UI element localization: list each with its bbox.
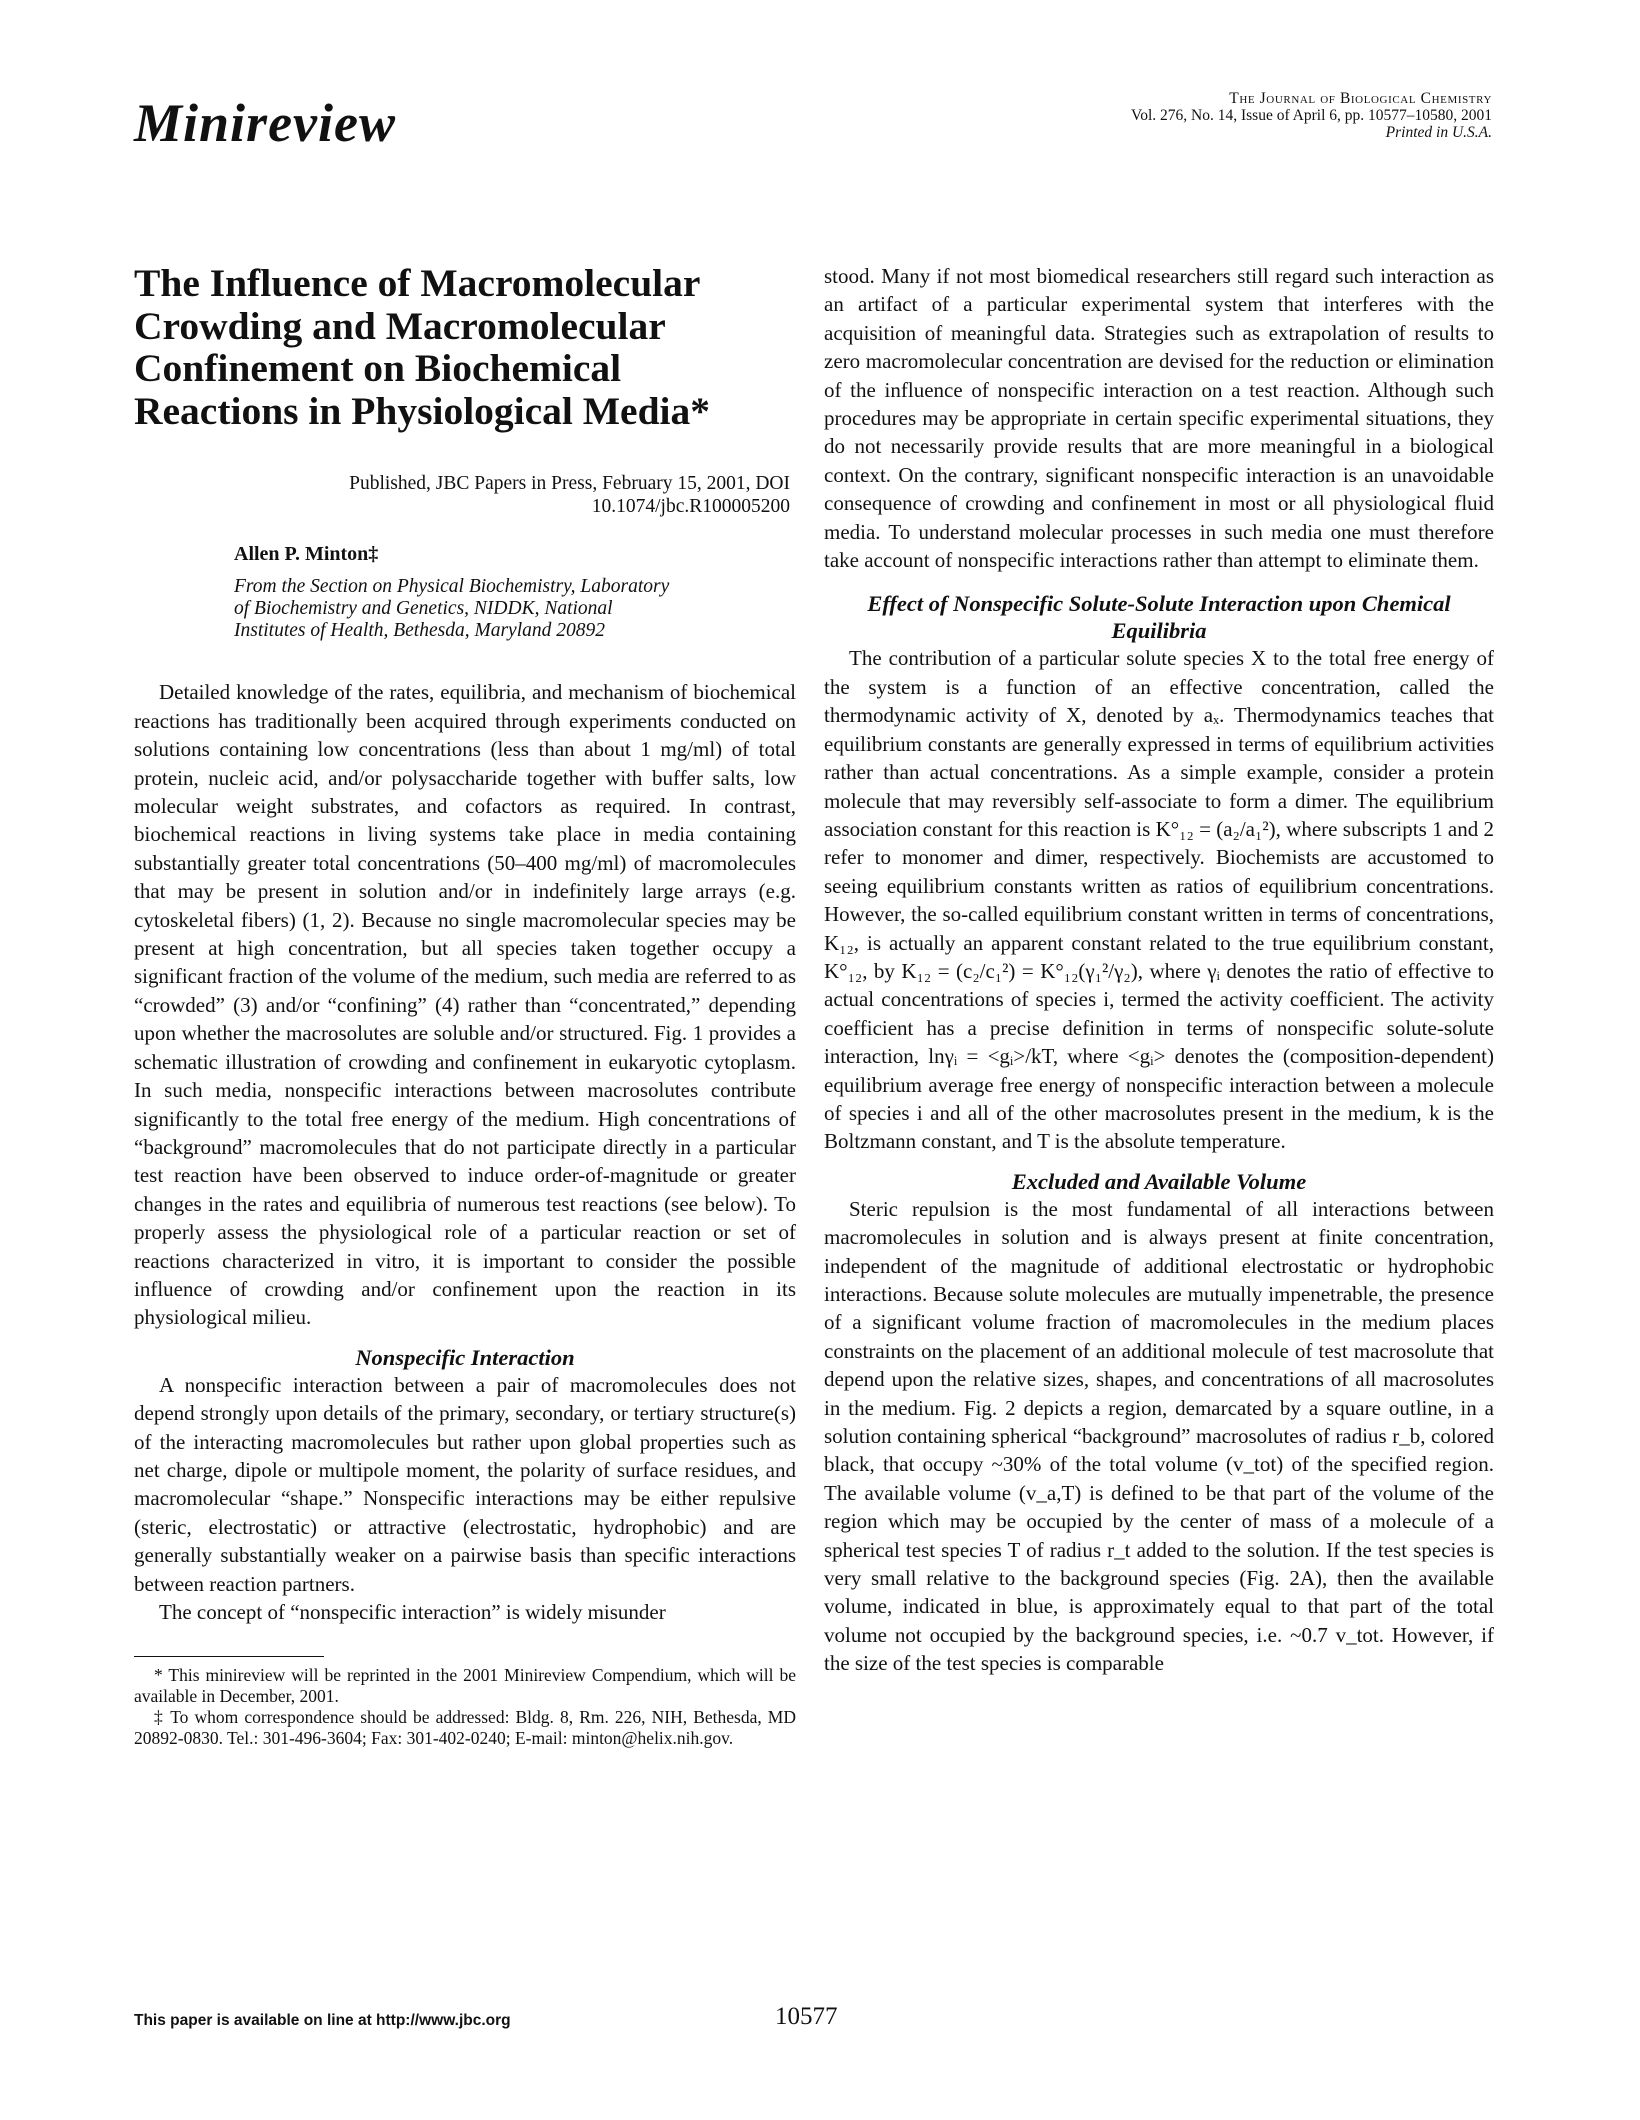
right-column [824, 262, 1494, 1678]
section-heading-excluded: Excluded and Available Volume [1011, 1168, 1307, 1194]
article-title: The Influence of Macromolecular Crowding and Macromolecular Confinement on Biochemical Reactions in Physiological Media* [134, 261, 711, 433]
nonspecific-paragraph-2-start: The concept of “nonspecific interaction” is widely misunder [159, 1600, 666, 1624]
journal-name: The Journal of Biological Chemistry [1229, 90, 1492, 107]
section-heading-effect: Effect of Nonspecific Solute-Solute Interaction upon Chemical Equilibria [867, 591, 1451, 644]
page-number: 10577 [775, 2003, 838, 2030]
nonspecific-paragraph-1: A nonspecific interaction between a pair of macromolecules does not depend strongly upon details of the primary, secondary, or tertiary structure(s) of the interacting macromolecules but rather upon global properties such as net charge, dipole or multipole moment, the polarity of surface residues, and macromolecular “shape.” Nonspecific interactions may be either repulsive (steric, electrostatic) or attractive (electrostatic, hydrophobic) and are generally substantially weaker on a pairwise basis than specific interactions between reaction partners. [134, 1372, 796, 1596]
author-affiliation: From the Section on Physical Biochemistry, Laboratory of Biochemistry and Genetics, NIDDK, National Institutes of Health, Bethesda, Maryland 20892 [234, 576, 670, 642]
excluded-paragraph: Steric repulsion is the most fundamental of all interactions between macromolecules in solution and is always present at finite concentration, independent of the magnitude of additional electrostatic or hydrophobic interactions. Because solute molecules are mutually impenetrable, the presence of a significant volume fraction of macromolecules in the medium places constraints on the placement of an additional molecule of test macrosolute that depend upon the relative sizes, shapes, and concentrations of all macrosolutes in the medium. Fig. 2 depicts a region, demarcated by a square outline, in a solution containing spherical “background” macrosolutes of radius r_b, colored black, that occupy ~30% of the total volume (v_tot) of the specified region. The available volume (v_a,T) is defined to be that part of the volume of the region which may be occupied by the center of mass of a molecule of a spherical test species T of radius r_t added to the solution. If the test species is very small relative to the background species (Fig. 2A), then the available volume, indicated in blue, is approximately equal to that part of the total volume not occupied by the background species, i.e. ~0.7 v_tot. However, if the size of the test species is comparable [824, 1196, 1494, 1676]
publication-info: Published, JBC Papers in Press, February 15, 2001, DOI 10.1074/jbc.R100005200 [349, 473, 790, 517]
printed-in: Printed in U.S.A. [1385, 124, 1492, 141]
effect-paragraph: The contribution of a particular solute species X to the total free energy of the system is a function of an effective concentration, called the thermodynamic activity of X, denoted by aₓ. Thermodynamics teaches that equilibrium constants are generally expressed in terms of equilibrium activities rather than actual concentrations. As a simple example, consider a protein molecule that may reversibly self-associate to form a dimer. The equilibrium association constant for this reaction is K°₁₂ = (a₂/a₁²), where subscripts 1 and 2 refer to monomer and dimer, respectively. Biochemists are accustomed to seeing equilibrium constants written as ratios of equilibrium concentrations. However, the so-called equilibrium constant written in terms of concentrations, K₁₂, is actually an apparent constant related to the true equilibrium constant, K°₁₂, by K₁₂ = (c₂/c₁²) = K°₁₂(γ₁²/γ₂), where γᵢ denotes the ratio of effective to actual concentrations of species i, termed the activity coefficient. The activity coefficient has a precise definition in terms of nonspecific solute-solute interaction, lnγᵢ = <gᵢ>/kT, where <gᵢ> denotes the (composition-dependent) equilibrium average free energy of nonspecific interaction between a molecule of species i and all of the other macrosolutes present in the medium, k is the Boltzmann constant, and T is the absolute temperature. [824, 646, 1494, 1154]
section-heading-nonspecific: Nonspecific Interaction [355, 1344, 575, 1370]
left-column [134, 262, 796, 1749]
intro-paragraph: Detailed knowledge of the rates, equilibria, and mechanism of biochemical reactions has traditionally been acquired through experiments conducted on solutions containing low concentrations (less than about 1 mg/ml) of total protein, nucleic acid, and/or polysaccharide together with buffer salts, low molecular weight substrates, and cofactors as required. In contrast, biochemical reactions in living systems take place in media containing substantially greater total concentrations (50–400 mg/ml) of macromolecules that may be present in solution and/or in indefinitely large arrays (e.g. cytoskeletal fibers) (1, 2). Because no single macromolecular species may be present at high concentration, but all species taken together occupy a significant fraction of the volume of the medium, such media are referred to as “crowded” (3) and/or “confining” (4) rather than “concentrated,” depending upon whether the macrosolutes are soluble and/or structured. Fig. 1 provides a schematic illustration of crowding and confinement in eukaryotic cytoplasm. In such media, nonspecific interactions between macrosolutes contribute significantly to the total free energy of the medium. High concentrations of “background” macromolecules that do not participate directly in a particular test reaction have been observed to induce order-of-magnitude or greater changes in the rates and equilibria of numerous test reactions (see below). To properly assess the physiological role of a particular reaction or set of reactions characterized in vitro, it is important to consider the possible influence of crowding and/or confinement upon the reaction in its physiological milieu. [134, 680, 796, 1330]
footnote-divider [134, 1656, 324, 1657]
volume-line: Vol. 276, No. 14, Issue of April 6, pp. 10577–10580, 2001 [1131, 107, 1492, 124]
nonspecific-paragraph-2-continued: stood. Many if not most biomedical researchers still regard such interaction as an artifact of a particular experimental system that interferes with the acquisition of meaningful data. Strategies such as extrapolation of results to zero macromolecular concentration are devised for the reduction or elimination of the influence of nonspecific interaction on a test reaction. Although such procedures may be appropriate in certain specific experimental situations, they do not necessarily provide results that are more meaningful in a biological context. On the contrary, significant nonspecific interaction is an unavoidable consequence of crowding and confinement in most or all physiological fluid media. To understand molecular processes in such media one must therefore take account of nonspecific interactions rather than attempt to eliminate them. [824, 264, 1494, 573]
online-availability-note: This paper is available on line at http://www.jbc.org [134, 2012, 511, 2029]
journal-header [1131, 90, 1492, 141]
author-name: Allen P. Minton‡ [234, 543, 379, 565]
section-label: Minireview [134, 93, 396, 153]
footnote-star: * This minireview will be reprinted in the 2001 Minireview Compendium, which will be available in December, 2001. [134, 1665, 796, 1707]
footnote-dagger: ‡ To whom correspondence should be addressed: Bldg. 8, Rm. 226, NIH, Bethesda, MD 20892-0830. Tel.: 301-496-3604; Fax: 301-402-0240; E-mail: minton@helix.nih.gov. [134, 1707, 796, 1749]
